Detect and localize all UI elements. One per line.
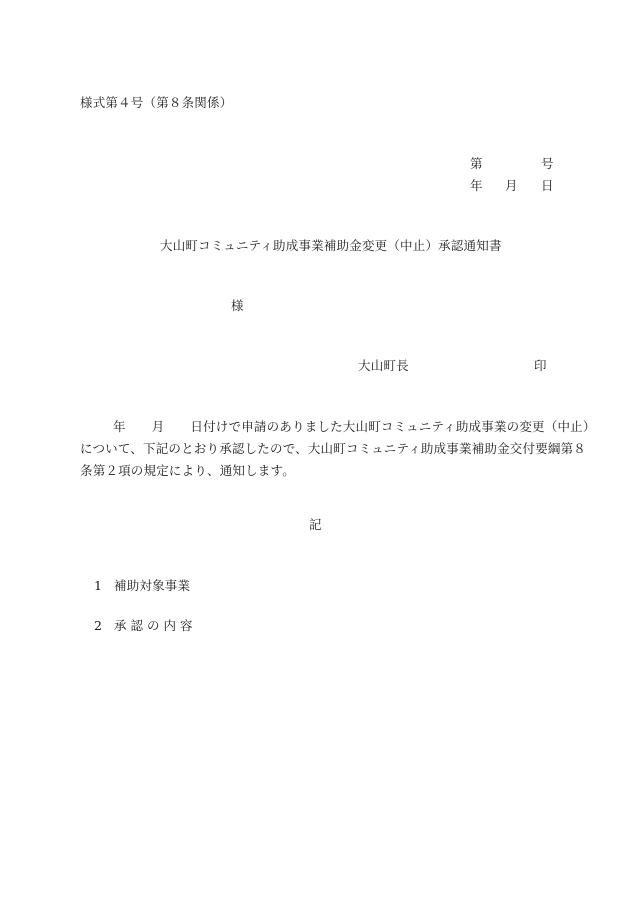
item-number: 2 bbox=[94, 618, 103, 633]
reference-number-suffix: 号 bbox=[541, 156, 554, 171]
body-line-3: 条第２項の規定により、通知します。 bbox=[80, 463, 295, 478]
date-year-label: 年 bbox=[470, 178, 483, 193]
date-month-label: 月 bbox=[505, 178, 518, 193]
item-number: 1 bbox=[94, 578, 103, 593]
form-number-label: 様式第４号（第８条関係） bbox=[80, 95, 233, 110]
reference-number-prefix: 第 bbox=[470, 156, 483, 171]
notice-body bbox=[80, 416, 596, 482]
body-line-1 bbox=[80, 416, 596, 438]
seal-mark: 印 bbox=[534, 358, 547, 373]
issuer-name: 大山町長 bbox=[358, 358, 409, 373]
body-year-label: 年 bbox=[113, 419, 126, 434]
document-title: 大山町コミュニティ助成事業補助金変更（中止）承認通知書 bbox=[160, 238, 502, 253]
ki-heading: 記 bbox=[309, 517, 322, 532]
date-day-label: 日 bbox=[541, 178, 554, 193]
item-label: 承認の内容 bbox=[114, 618, 197, 633]
addressee-suffix: 様 bbox=[231, 298, 244, 313]
body-line-2: について、下記のとおり承認したので、大山町コミュニティ助成事業補助金交付要綱第８ bbox=[80, 441, 587, 456]
body-line-1-text: 日付けで申請のありました大山町コミュニティ助成事業の変更（中止） bbox=[190, 419, 596, 434]
body-month-label: 月 bbox=[151, 419, 165, 434]
item-label: 補助対象事業 bbox=[114, 578, 191, 593]
